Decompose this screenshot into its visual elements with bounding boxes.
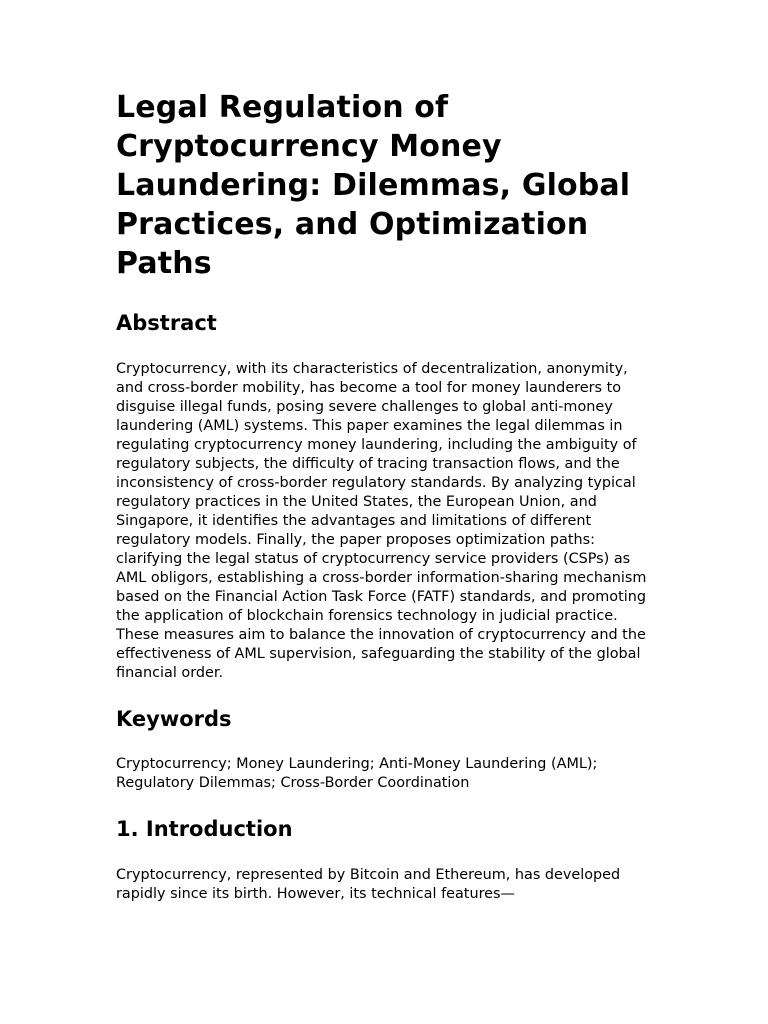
paper-page — [116, 88, 651, 904]
introduction-heading: 1. Introduction — [116, 817, 293, 841]
keywords-heading: Keywords — [116, 707, 232, 731]
keywords-text: Cryptocurrency; Money Laundering; Anti-Money Laundering (AML); Regulatory Dilemmas; Cross-Border Coordination — [116, 756, 598, 791]
paper-title: Legal Regulation of Cryptocurrency Money Laundering: Dilemmas, Global Practices, and Optimization Paths — [116, 90, 631, 281]
abstract-heading: Abstract — [116, 311, 217, 335]
abstract-text: Cryptocurrency, with its characteristics of decentralization, anonymity, and cross-border mobility, has become a tool for money launderers to disguise illegal funds, posing severe challenges to global anti-money laundering (AML) systems. This paper examines the legal dilemmas in regulating cryptocurrency money laundering, including the ambiguity of regulatory subjects, the difficulty of tracing transaction flows, and the inconsistency of cross-border regulatory standards. By analyzing typical regulatory practices in the United States, the European Union, and Singapore, it identifies the advantages and limitations of different regulatory models. Finally, the paper proposes optimization paths: clarifying the legal status of cryptocurrency service providers (CSPs) as AML obligors, establishing a cross-border information-sharing mechanism based on the Financial Action Task Force (FATF) standards, and promoting the application of blockchain forensics technology in judicial practice. These measures aim to balance the innovation of cryptocurrency and the effectiveness of AML supervision, safeguarding the stability of the global financial order. — [116, 361, 647, 681]
introduction-text: Cryptocurrency, represented by Bitcoin and Ethereum, has developed rapidly since its birth. However, its technical features— — [116, 867, 621, 902]
